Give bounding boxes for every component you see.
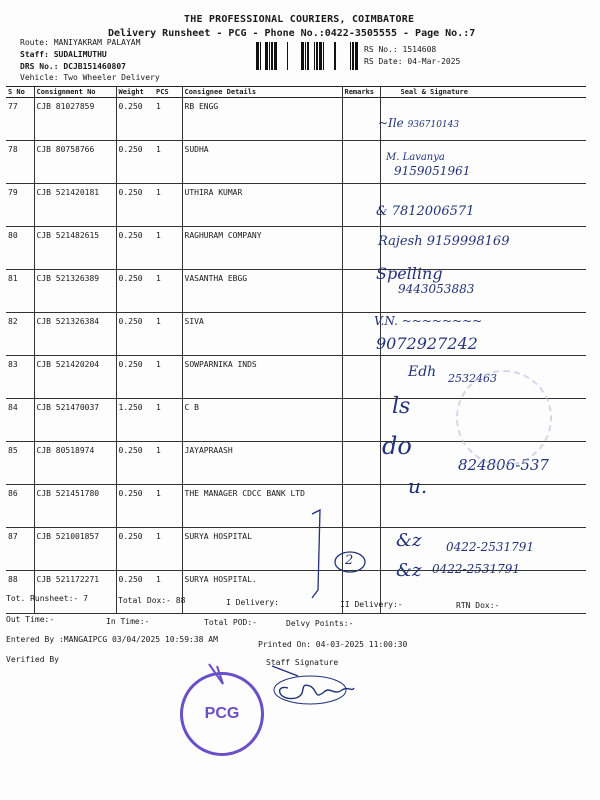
row-consignment-no: CJB 521326389 <box>34 270 116 313</box>
row-remarks <box>342 141 380 184</box>
row-consignee: SURYA HOSPITAL. <box>182 571 342 614</box>
row-weight: 0.250 <box>116 313 152 356</box>
handwritten-note-87: 0422-2531791 <box>446 540 535 554</box>
handwritten-note-86: 824806-537 <box>458 456 549 474</box>
row-consignment-no: CJB 81027859 <box>34 98 116 141</box>
drs-number: DRS No.: DCJB151460807 <box>20 62 126 71</box>
handwritten-remark-mark <box>290 500 370 600</box>
row-consignee: RB ENGG <box>182 98 342 141</box>
row-consignment-no: CJB 521482615 <box>34 227 116 270</box>
row-consignment-no: CJB 521420181 <box>34 184 116 227</box>
row-weight: 1.250 <box>116 399 152 442</box>
row-weight: 0.250 <box>116 227 152 270</box>
row-consignee: VASANTHA EBGG <box>182 270 342 313</box>
rtn-dox: RTN Dox:- <box>456 601 500 610</box>
row-weight: 0.250 <box>116 270 152 313</box>
row-consignee: SUDHA <box>182 141 342 184</box>
handwritten-signature-86: u. <box>408 474 428 498</box>
handwritten-remark-88: 2 <box>345 553 354 568</box>
handwritten-signature-88: &z <box>396 560 422 581</box>
row-sno: 87 <box>6 528 34 571</box>
entered-by: Entered By :MANGAIPCG 03/04/2025 10:59:38 AM <box>6 635 218 644</box>
staff-signature-scribble <box>268 664 358 708</box>
row-sno: 81 <box>6 270 34 313</box>
row-remarks <box>342 356 380 399</box>
col-header-consignment: Consignment No <box>34 87 116 98</box>
row-sno: 85 <box>6 442 34 485</box>
table-row <box>6 270 586 313</box>
rs-date: RS Date: 04-Mar-2025 <box>364 57 461 66</box>
pcg-stamp: PCG <box>180 672 264 756</box>
row-consignment-no: CJB 80518974 <box>34 442 116 485</box>
runsheet-title: Delivery Runsheet - PCG - Phone No.:0422-3505555 - Page No.:7 <box>108 28 476 39</box>
row-pcs: 1 <box>152 141 182 184</box>
row-consignee: JAYAPRAASH <box>182 442 342 485</box>
handwritten-note-78-phone: 9159051961 <box>394 164 471 178</box>
table-header-row <box>6 87 586 98</box>
col-header-remarks: Remarks <box>342 87 380 98</box>
handwritten-note-81-phone: 9443053883 <box>398 282 475 296</box>
total-runsheet: Tot. Runsheet:- 7 <box>6 594 88 603</box>
handwritten-note-82-name: V.N. ~~~~~~~~ <box>374 314 483 328</box>
row-pcs: 1 <box>152 485 182 528</box>
row-pcs: 1 <box>152 98 182 141</box>
row-consignment-no: CJB 521326384 <box>34 313 116 356</box>
row-consignee: THE MANAGER CDCC BANK LTD <box>182 485 342 528</box>
handwritten-signature-84: ls <box>392 394 411 419</box>
out-time: Out Time:- <box>6 615 55 624</box>
row-weight: 0.250 <box>116 442 152 485</box>
row-sno: 83 <box>6 356 34 399</box>
row-weight: 0.250 <box>116 356 152 399</box>
row-consignee: SOWPARNIKA INDS <box>182 356 342 399</box>
col-header-signature: Seal & Signature <box>380 87 586 98</box>
row-weight: 0.250 <box>116 98 152 141</box>
staff-label: Staff: SUDALIMUTHU <box>20 50 107 59</box>
row-consignment-no: CJB 80758766 <box>34 141 116 184</box>
row-remarks <box>342 227 380 270</box>
handwritten-signature-85: do <box>382 432 412 460</box>
row-remarks <box>342 399 380 442</box>
row-weight: 0.250 <box>116 184 152 227</box>
col-header-weight: Weight <box>116 87 152 98</box>
table-row <box>6 313 586 356</box>
col-header-pcs: PCS <box>152 87 182 98</box>
row-remarks <box>342 184 380 227</box>
row-pcs: 1 <box>152 571 182 614</box>
table-row <box>6 184 586 227</box>
row-sno: 86 <box>6 485 34 528</box>
handwritten-note-78-name: M. Lavanya <box>386 152 445 163</box>
ii-delivery: II Delivery:- <box>340 600 403 609</box>
row-consignment-no: CJB 521001857 <box>34 528 116 571</box>
col-header-sno: S No <box>6 87 34 98</box>
table-row <box>6 141 586 184</box>
handwritten-note-82-phone: 9072927242 <box>376 334 478 353</box>
row-consignee: UTHIRA KUMAR <box>182 184 342 227</box>
row-pcs: 1 <box>152 313 182 356</box>
row-remarks <box>342 98 380 141</box>
in-time: In Time:- <box>106 617 150 626</box>
handwritten-note-88: 0422-2531791 <box>432 562 521 576</box>
row-consignee: RAGHURAM COMPANY <box>182 227 342 270</box>
row-consignment-no: CJB 521172271 <box>34 571 116 614</box>
staff-signature-label: Staff Signature <box>266 658 339 667</box>
row-sno: 80 <box>6 227 34 270</box>
company-name: THE PROFESSIONAL COURIERS, COIMBATORE <box>184 14 415 25</box>
barcode-image <box>256 42 360 70</box>
row-consignee: SURYA HOSPITAL <box>182 528 342 571</box>
faint-seal-stamp <box>456 370 552 466</box>
stamp-tick-mark <box>205 660 245 690</box>
row-consignee: SIVA <box>182 313 342 356</box>
row-weight: 0.250 <box>116 141 152 184</box>
printed-on: Printed On: 04-03-2025 11:00:30 <box>258 640 408 649</box>
row-sno: 82 <box>6 313 34 356</box>
row-consignee: C B <box>182 399 342 442</box>
table-row <box>6 98 586 141</box>
row-sno: 79 <box>6 184 34 227</box>
handwritten-note-80-a: & 7812006571 <box>376 204 475 219</box>
row-consignment-no: CJB 521420204 <box>34 356 116 399</box>
row-weight: 0.250 <box>116 528 152 571</box>
vehicle-label: Vehicle: Two Wheeler Delivery <box>20 73 160 82</box>
row-pcs: 1 <box>152 270 182 313</box>
handwritten-signature-87: &z <box>396 530 422 551</box>
row-sno: 78 <box>6 141 34 184</box>
row-pcs: 1 <box>152 227 182 270</box>
row-weight: 0.250 <box>116 485 152 528</box>
row-consignment-no: CJB 521470037 <box>34 399 116 442</box>
row-remarks <box>342 442 380 485</box>
row-pcs: 1 <box>152 399 182 442</box>
delivery-points: Delvy Points:- <box>286 619 354 628</box>
handwritten-signature-81: Spelling <box>376 264 443 283</box>
row-sno: 77 <box>6 98 34 141</box>
row-pcs: 1 <box>152 528 182 571</box>
row-pcs: 1 <box>152 356 182 399</box>
row-consignment-no: CJB 521451780 <box>34 485 116 528</box>
row-remarks <box>342 270 380 313</box>
handwritten-note-80-b: Rajesh 9159998169 <box>378 234 510 249</box>
total-dox: Total Dox:- 88 <box>118 596 186 605</box>
handwritten-signature-83: Edh <box>408 364 437 380</box>
total-pod: Total POD:- <box>204 618 257 627</box>
rs-number: RS No.: 1514608 <box>364 45 437 54</box>
handwritten-note-83: 2532463 <box>448 372 497 385</box>
route-label: Route: MANIYAKRAM PALAYAM <box>20 38 141 47</box>
handwritten-note-77: ~Ile 936710143 <box>378 116 460 130</box>
i-delivery: I Delivery: <box>226 598 279 607</box>
row-pcs: 1 <box>152 442 182 485</box>
row-sno: 84 <box>6 399 34 442</box>
verified-by: Verified By <box>6 655 59 664</box>
row-pcs: 1 <box>152 184 182 227</box>
row-weight: 0.250 <box>116 571 152 614</box>
row-sno: 88 <box>6 571 34 614</box>
col-header-consignee: Consignee Details <box>182 87 342 98</box>
